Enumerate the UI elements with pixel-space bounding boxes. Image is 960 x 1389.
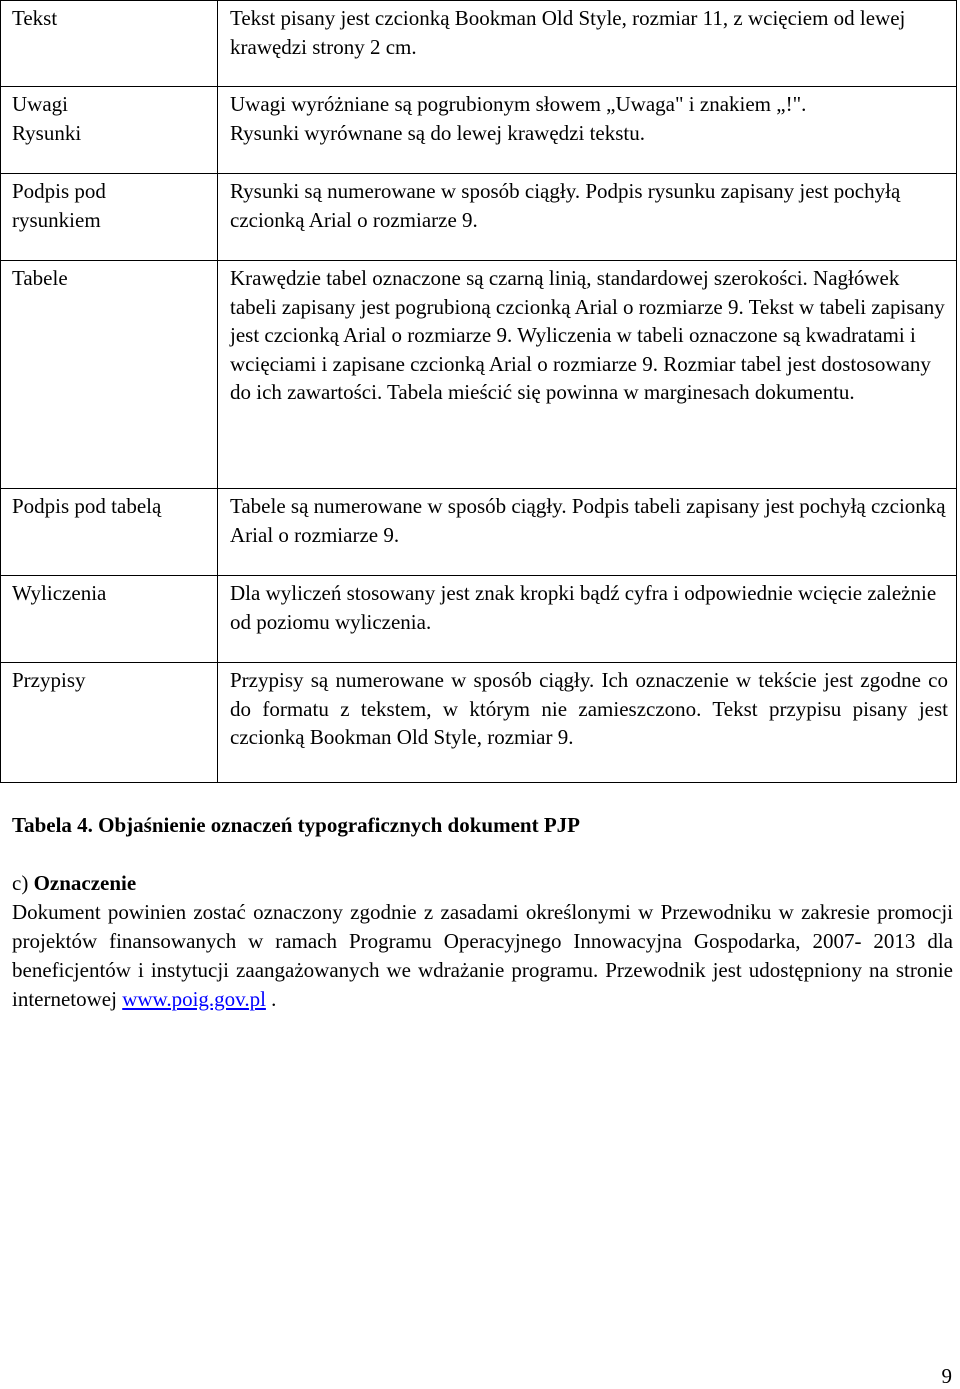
table-row: [1, 489, 957, 576]
row-text: Tabele są numerowane w sposób ciągły. Podpis tabeli zapisany jest pochyłą czcionką Arial o rozmiarze 9.: [230, 494, 946, 547]
table-row: [1, 576, 957, 663]
row-text-cell: [218, 261, 957, 489]
row-label: Przypisy: [12, 668, 86, 692]
row-label-cell: [1, 261, 218, 489]
row-text: Dla wyliczeń stosowany jest znak kropki bądź cyfra i odpowiednie wcięcie zależnie od poziomu wyliczenia.: [230, 581, 937, 634]
section-prefix: c): [12, 871, 29, 895]
table-row: [1, 663, 957, 783]
section-title: Oznaczenie: [33, 871, 137, 895]
row-text: Krawędzie tabel oznaczone są czarną linią, standardowej szerokości. Nagłówek tabeli zapisany jest pogrubioną czcionką Arial o rozmiarze 9. Tekst w tabeli zapisany jest czcionką Arial o rozmiarze 9. Wyliczenia w tabeli oznaczone są kwadratami i wcięciami i zapisane czcionką Arial o rozmiarze 9. Rozmiar tabel jest dostosowany do ich zawartości. Tabela mieścić się powinna w marginesach dokumentu.: [230, 266, 945, 404]
row-label-cell: [1, 663, 218, 783]
row-label: rysunkiem: [12, 207, 101, 232]
row-text: Przypisy są numerowane w sposób ciągły. Ich oznaczenie w tekście jest zgodne co do formatu z tekstem, w którym nie zamieszczono. Tekst przypisu pisany jest czcionką Bookman Old Style, rozmiar 9.: [230, 668, 948, 749]
row-label-cell: [1, 174, 218, 261]
page-number: 9: [941, 1364, 952, 1388]
table-caption: Tabela 4. Objaśnienie oznaczeń typograficznych dokument PJP: [12, 813, 580, 837]
row-label-cell: [1, 87, 218, 174]
row-label-cell: [1, 1, 218, 87]
row-text-cell: [218, 174, 957, 261]
row-label: Uwagi: [12, 92, 68, 116]
row-label: Podpis pod: [12, 179, 106, 203]
row-label: Podpis pod tabelą: [12, 494, 162, 518]
row-label-cell: [1, 489, 218, 576]
table-row: [1, 1, 957, 87]
table-row: [1, 261, 957, 489]
section-body-end: .: [271, 987, 277, 1011]
row-text-cell: [218, 87, 957, 174]
table-row: [1, 87, 957, 174]
section-body: [12, 898, 953, 1014]
section-heading: [12, 869, 953, 898]
row-text: Rysunki wyrównane są do lewej krawędzi tekstu.: [230, 120, 645, 145]
row-text: Uwagi wyróżniane są pogrubionym słowem „Uwaga" i znakiem „!".: [230, 92, 807, 116]
table-row: [1, 174, 957, 261]
website-link[interactable]: www.poig.gov.pl: [122, 987, 266, 1011]
row-label-cell: [1, 576, 218, 663]
row-text: Rysunki są numerowane w sposób ciągły. Podpis rysunku zapisany jest pochyłą czcionką Arial o rozmiarze 9.: [230, 179, 901, 232]
row-label: Tabele: [12, 266, 68, 290]
row-text-cell: [218, 663, 957, 783]
row-label: Wyliczenia: [12, 581, 107, 605]
row-text: Tekst pisany jest czcionką Bookman Old Style, rozmiar 11, z wcięciem od lewej krawędzi strony 2 cm.: [230, 6, 906, 59]
row-text-cell: [218, 489, 957, 576]
section-oznaczenie: [12, 869, 953, 1014]
row-label: Rysunki: [12, 120, 82, 145]
row-text-cell: [218, 1, 957, 87]
row-label: Tekst: [12, 6, 58, 30]
row-text-cell: [218, 576, 957, 663]
section-body-text: Dokument powinien zostać oznaczony zgodnie z zasadami określonymi w Przewodniku w zakresie promocji projektów finansowanych w ramach Programu Operacyjnego Innowacyjna Gospodarka, 2007- 2013 dla beneficjentów i instytucji zaangażowanych we wdrażanie programu. Przewodnik jest udostępniony na stronie internetowej: [12, 900, 953, 1011]
